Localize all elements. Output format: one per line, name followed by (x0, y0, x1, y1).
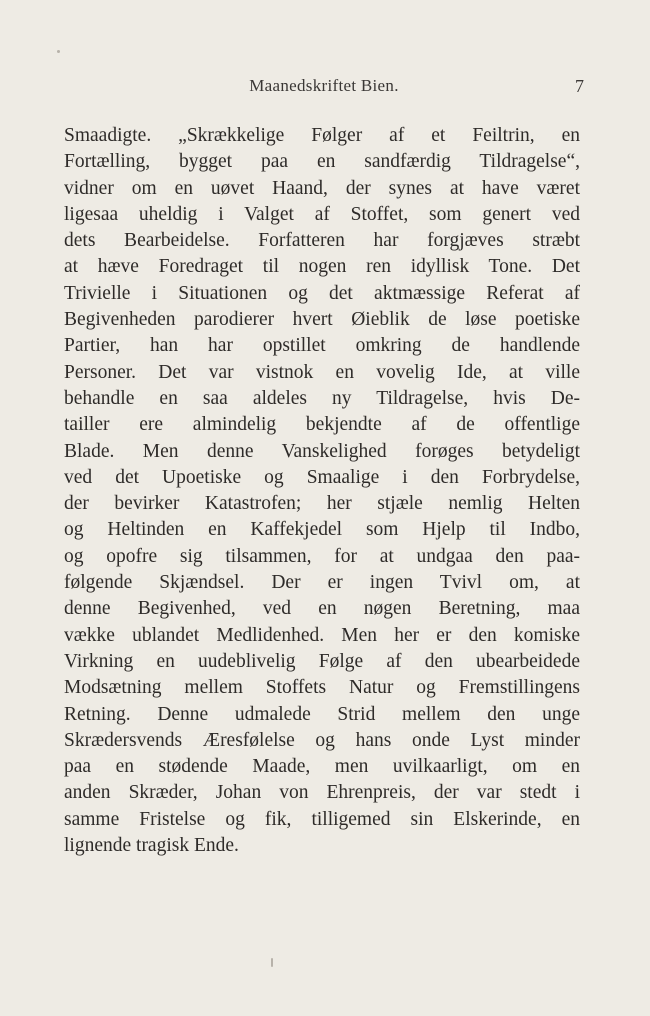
text-line: og opofre sig tilsammen, for at undgaa den paa- (64, 545, 580, 567)
text-line: vække ublandet Medlidenhed. Men her er den komiske (64, 624, 580, 646)
text-line: Skrædersvends Æresfølelse og hans onde Lyst minder (64, 729, 580, 751)
text-line: Personer. Det var vistnok en vovelig Ide, at ville (64, 361, 580, 383)
paper-speck (271, 958, 273, 967)
body-text (64, 123, 580, 859)
text-line: ligesaa uheldig i Valget af Stoffet, som genert ved (64, 203, 580, 225)
text-line: vidner om en uøvet Haand, der synes at have været (64, 177, 580, 199)
text-line: Modsætning mellem Stoffets Natur og Fremstillingens (64, 677, 580, 699)
text-line: Smaadigte. „Skrækkelige Følger af et Feiltrin, en (64, 125, 580, 146)
page-number: 7 (575, 76, 584, 96)
text-line: dets Bearbeidelse. Forfatteren har forgjæves stræbt (64, 230, 580, 252)
text-line: Retning. Denne udmalede Strid mellem den unge (64, 703, 580, 725)
text-line: denne Begivenhed, ved en nøgen Beretning, maa (64, 598, 580, 620)
text-line: samme Fristelse og fik, tilligemed sin Elskerinde, en (64, 808, 580, 830)
text-line: ved det Upoetiske og Smaalige i den Forbrydelse, (64, 466, 580, 488)
running-head (64, 76, 584, 98)
text-line: paa en stødende Maade, men uvilkaarligt, om en (64, 756, 580, 778)
text-line: Partier, han har opstillet omkring de handlende (64, 335, 580, 357)
text-line: der bevirker Katastrofen; her stjæle nemlig Helten (64, 493, 580, 515)
journal-title: Maanedskriftet Bien. (249, 76, 399, 95)
text-line: Blade. Men denne Vanskelighed forøges betydeligt (64, 440, 580, 462)
text-line: at hæve Foredraget til nogen ren idyllisk Tone. Det (64, 256, 580, 278)
text-line: Begivenheden parodierer hvert Øieblik de løse poetiske (64, 309, 580, 331)
text-line: Trivielle i Situationen og det aktmæssige Referat af (64, 282, 580, 304)
text-line: Virkning en uudeblivelig Følge af den ubearbeidede (64, 650, 580, 672)
text-line: Fortælling, bygget paa en sandfærdig Tildragelse“, (64, 151, 580, 173)
paper-speck (57, 50, 60, 53)
text-line: tailler ere almindelig bekjendte af de offentlige (64, 414, 580, 436)
text-line: anden Skræder, Johan von Ehrenpreis, der var stedt i (64, 782, 580, 804)
text-line: behandle en saa aldeles ny Tildragelse, hvis De- (64, 387, 580, 409)
text-line: og Heltinden en Kaffekjedel som Hjelp til Indbo, (64, 519, 580, 541)
text-line: lignende tragisk Ende. (64, 835, 239, 857)
text-line: følgende Skjændsel. Der er ingen Tvivl om, at (64, 572, 580, 594)
